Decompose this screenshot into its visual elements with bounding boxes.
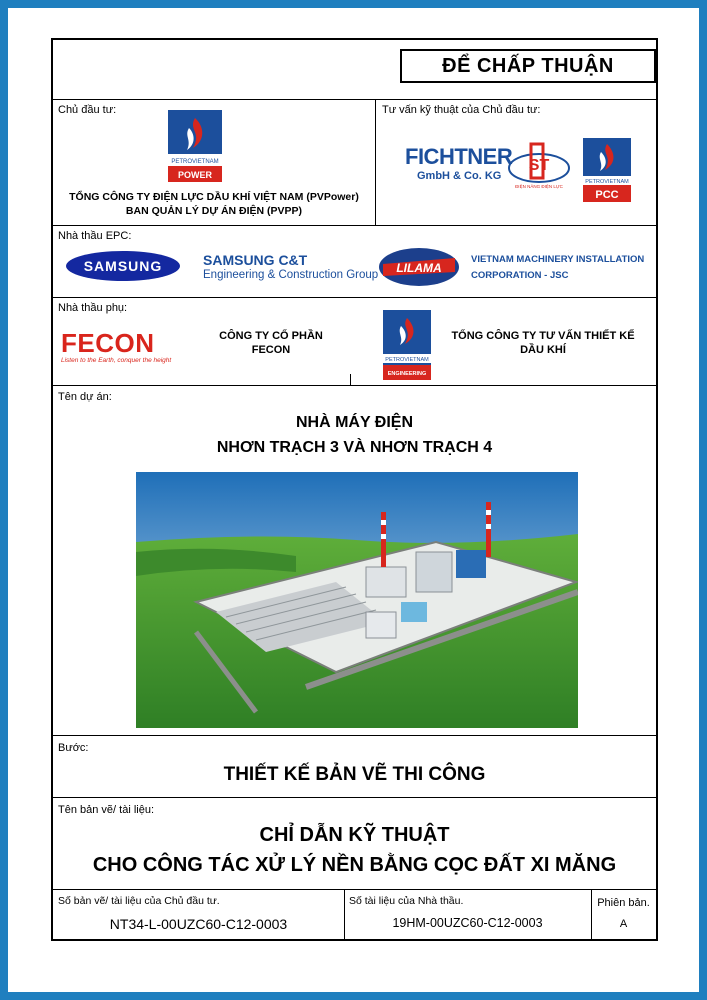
epc-label: Nhà thầu EPC:	[58, 230, 132, 242]
owner-doc-no: NT34-L-00UZC60-C12-0003	[109, 916, 288, 932]
document-label: Tên bản vẽ/ tài liệu:	[58, 804, 155, 816]
fecon-logo	[61, 328, 201, 372]
lilama-logo-text: LILAMA	[396, 261, 442, 275]
svg-text:ST: ST	[528, 157, 550, 174]
samsung-ct-sub: Engineering & Construction Group	[203, 269, 379, 281]
project-row	[53, 386, 656, 736]
project-title-1: NHÀ MÁY ĐIỆN	[295, 414, 414, 431]
document-row	[53, 798, 656, 890]
project-title-2: NHƠN TRẠCH 3 VÀ NHƠN TRẠCH 4	[216, 439, 493, 456]
pvpower-logo	[168, 110, 222, 182]
project-label: Tên dự án:	[58, 391, 112, 403]
samsung-logo-text: SAMSUNG	[83, 258, 163, 274]
footer-row	[53, 890, 656, 941]
pcc-logo-text: PETROVIETNAM	[585, 179, 629, 185]
stage-label: Bước:	[58, 742, 89, 754]
lilama-logo	[377, 246, 461, 288]
vmic-name-1: VIETNAM MACHINERY INSTALLATION	[471, 254, 645, 265]
samsung-logo	[65, 248, 181, 284]
fichtner-name: FICHTNER	[405, 144, 513, 169]
fecon-name-2: FECON	[251, 344, 291, 356]
pve-name-1: TỔNG CÔNG TY TƯ VẤN THIẾT KẾ	[451, 330, 635, 342]
fichtner-logo	[405, 144, 513, 188]
pvpower-logo-text: PETROVIETNAM	[171, 159, 219, 165]
owner-row	[53, 100, 656, 226]
sub-label: Nhà thầu phụ:	[58, 302, 128, 314]
epc-row	[53, 226, 656, 298]
contractor-doc-no-label: Số tài liệu của Nhà thầu.	[349, 895, 464, 907]
vmic-name-2: CORPORATION - JSC	[471, 270, 569, 281]
approval-row	[53, 40, 656, 100]
pve-logo-label: ENGINEERING	[387, 371, 427, 377]
fecon-logo-text: FECON	[61, 328, 155, 358]
document-sheet	[8, 8, 699, 992]
pve-name-2: DẦU KHÍ	[520, 344, 566, 356]
power-plant-rendering	[136, 472, 578, 728]
pecc2-logo	[507, 140, 571, 192]
pvpower-logo-power: POWER	[177, 170, 213, 180]
fecon-tagline: Listen to the Earth, conquer the height	[61, 357, 172, 364]
document-title-2: CHO CÔNG TÁC XỬ LÝ NỀN BẰNG CỌC ĐẤT XI MĂNG	[92, 854, 617, 876]
stage-row	[53, 736, 656, 798]
approval-stamp: ĐỂ CHẤP THUẬN	[400, 49, 656, 83]
title-block	[51, 38, 658, 941]
fecon-name-1: CÔNG TY CỔ PHẦN	[219, 330, 323, 342]
fichtner-sub: GmbH & Co. KG	[417, 170, 502, 182]
owner-name-1: TỔNG CÔNG TY ĐIỆN LỰC DẦU KHÍ VIỆT NAM (PVPower)	[69, 191, 359, 203]
owner-label: Chủ đầu tư:	[58, 104, 117, 116]
pcc-logo	[583, 138, 631, 202]
pecc-sub: ĐIỆN NĂNG ĐIỆN LỰC	[515, 184, 563, 189]
sub-row	[53, 298, 656, 386]
consultant-label: Tư vấn kỹ thuật của Chủ đầu tư:	[382, 104, 541, 116]
contractor-doc-no: 19HM-00UZC60-C12-0003	[392, 916, 543, 930]
tick	[350, 374, 351, 386]
revision-label: Phiên bản.	[597, 897, 650, 909]
owner-doc-no-label: Số bản vẽ/ tài liệu của Chủ đầu tư.	[58, 895, 220, 907]
pve-logo	[383, 310, 431, 380]
owner-name-2: BAN QUẢN LÝ DỰ ÁN ĐIỆN (PVPP)	[125, 205, 303, 217]
samsung-ct-name: SAMSUNG C&T	[203, 252, 308, 268]
document-title-1: CHỈ DẪN KỸ THUẬT	[259, 824, 450, 846]
pve-logo-text: PETROVIETNAM	[385, 357, 429, 363]
pcc-logo-label: PCC	[595, 189, 619, 201]
stage-value: THIẾT KẾ BẢN VẼ THI CÔNG	[223, 764, 486, 785]
revision-value: A	[619, 918, 628, 930]
divider	[375, 100, 376, 226]
